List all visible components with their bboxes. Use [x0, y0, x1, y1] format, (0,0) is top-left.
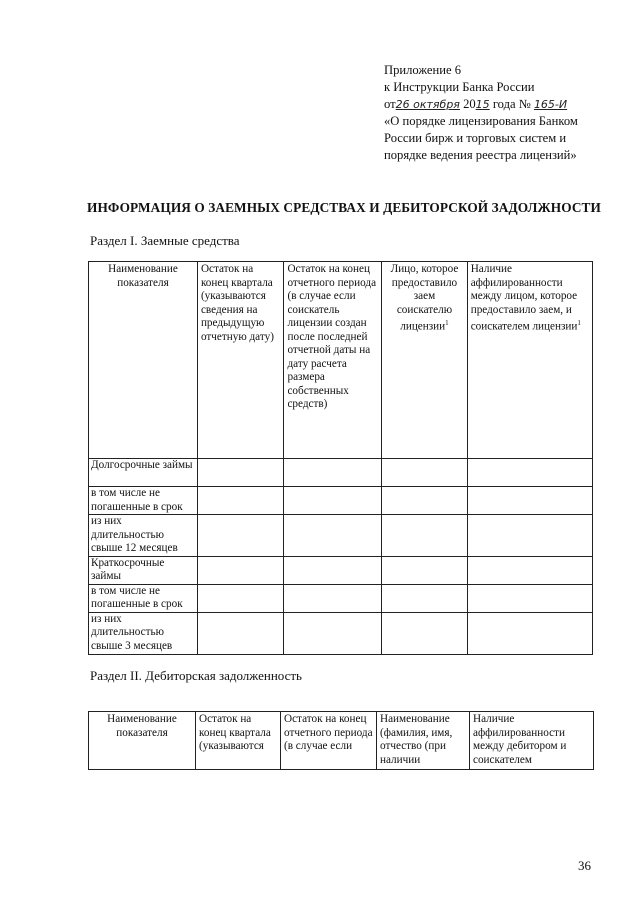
- row-label: в том числе не погашенные в срок: [89, 487, 198, 515]
- section1-title: Раздел I. Заемные средства: [90, 233, 240, 248]
- header-period-balance: Остаток на конец отчетного периода (в случае если соискатель лицензии создан после последней отчетной даты на дату расчета размера собственных средств): [284, 262, 382, 459]
- table-cell[interactable]: [467, 612, 592, 654]
- appendix-line-6: порядке ведения реестра лицензий»: [384, 148, 577, 162]
- table-cell[interactable]: [197, 612, 284, 654]
- header-indicator: Наименование показателя: [89, 712, 196, 770]
- table-cell[interactable]: [382, 584, 468, 612]
- table-row: [89, 487, 593, 515]
- table-cell[interactable]: [284, 459, 382, 487]
- table-cell[interactable]: [197, 515, 284, 557]
- table-cell[interactable]: [284, 584, 382, 612]
- table-cell[interactable]: [467, 556, 592, 584]
- handwritten-year: 15: [475, 98, 490, 111]
- appendix-line-4: «О порядке лицензирования Банком: [384, 114, 578, 128]
- handwritten-date: 26 октября: [395, 98, 460, 111]
- page-number: 36: [578, 858, 591, 873]
- loans-table-header-row: [89, 262, 593, 459]
- table-cell[interactable]: [382, 487, 468, 515]
- table-cell[interactable]: [197, 556, 284, 584]
- table-cell[interactable]: [382, 556, 468, 584]
- table-cell[interactable]: [284, 487, 382, 515]
- row-label: Краткосрочные займы: [89, 556, 198, 584]
- table-row: [89, 584, 593, 612]
- header-affiliation: Наличие аффилированности между дебитором и соискателем: [470, 712, 594, 770]
- date-prefix: от: [384, 97, 396, 111]
- handwritten-number: 165-И: [533, 98, 568, 111]
- appendix-block: [384, 62, 629, 164]
- header-period-balance: Остаток на конец отчетного периода (в случае если: [281, 712, 377, 770]
- header-lender: Лицо, которое предоставило заем соискателю лицензии$^1$: [382, 262, 468, 459]
- document-title: ИНФОРМАЦИЯ О ЗАЕМНЫХ СРЕДСТВАХ И ДЕБИТОРСКОЙ ЗАДОЛЖНОСТИ: [87, 200, 601, 215]
- row-label: в том числе не погашенные в срок: [89, 584, 198, 612]
- table-cell[interactable]: [382, 612, 468, 654]
- row-label: из них длительностью свыше 3 месяцев: [89, 612, 198, 654]
- table-cell[interactable]: [197, 459, 284, 487]
- table-cell[interactable]: [197, 584, 284, 612]
- header-debtor-name: Наименование (фамилия, имя, отчество (при наличии: [377, 712, 470, 770]
- table-cell[interactable]: [467, 487, 592, 515]
- table-row: [89, 556, 593, 584]
- table-cell[interactable]: [382, 515, 468, 557]
- section2-title: Раздел II. Дебиторская задолженность: [90, 668, 302, 683]
- row-label: Долгосрочные займы: [89, 459, 198, 487]
- header-quarter-balance: Остаток на конец квартала (указываются: [196, 712, 281, 770]
- table-cell[interactable]: [284, 556, 382, 584]
- table-cell[interactable]: [467, 459, 592, 487]
- table-cell[interactable]: [467, 584, 592, 612]
- appendix-line-1: Приложение 6: [384, 63, 462, 77]
- appendix-line-5: России бирж и торговых систем и: [384, 131, 567, 145]
- header-affiliation: Наличие аффилированности между лицом, которое предоставило заем, и соискателем лицензии$^1$: [467, 262, 592, 459]
- loans-table: [88, 261, 593, 655]
- table-cell[interactable]: [284, 515, 382, 557]
- receivables-table: [88, 711, 594, 770]
- row-label: из них длительностью свыше 12 месяцев: [89, 515, 198, 557]
- table-row: [89, 515, 593, 557]
- year-suffix: года №: [489, 97, 531, 111]
- table-row: [89, 612, 593, 654]
- table-cell[interactable]: [467, 515, 592, 557]
- table-row: [89, 459, 593, 487]
- header-quarter-balance: Остаток на конец квартала (указываются сведения на предыдущую отчетную дату): [197, 262, 284, 459]
- header-indicator: Наименование показателя: [89, 262, 198, 459]
- table-cell[interactable]: [382, 459, 468, 487]
- appendix-line-3: [384, 96, 629, 113]
- table-cell[interactable]: [197, 487, 284, 515]
- receivables-table-header-row: [89, 712, 594, 770]
- table-cell[interactable]: [284, 612, 382, 654]
- year-prefix: 20: [459, 97, 476, 111]
- appendix-line-2: к Инструкции Банка России: [384, 80, 535, 94]
